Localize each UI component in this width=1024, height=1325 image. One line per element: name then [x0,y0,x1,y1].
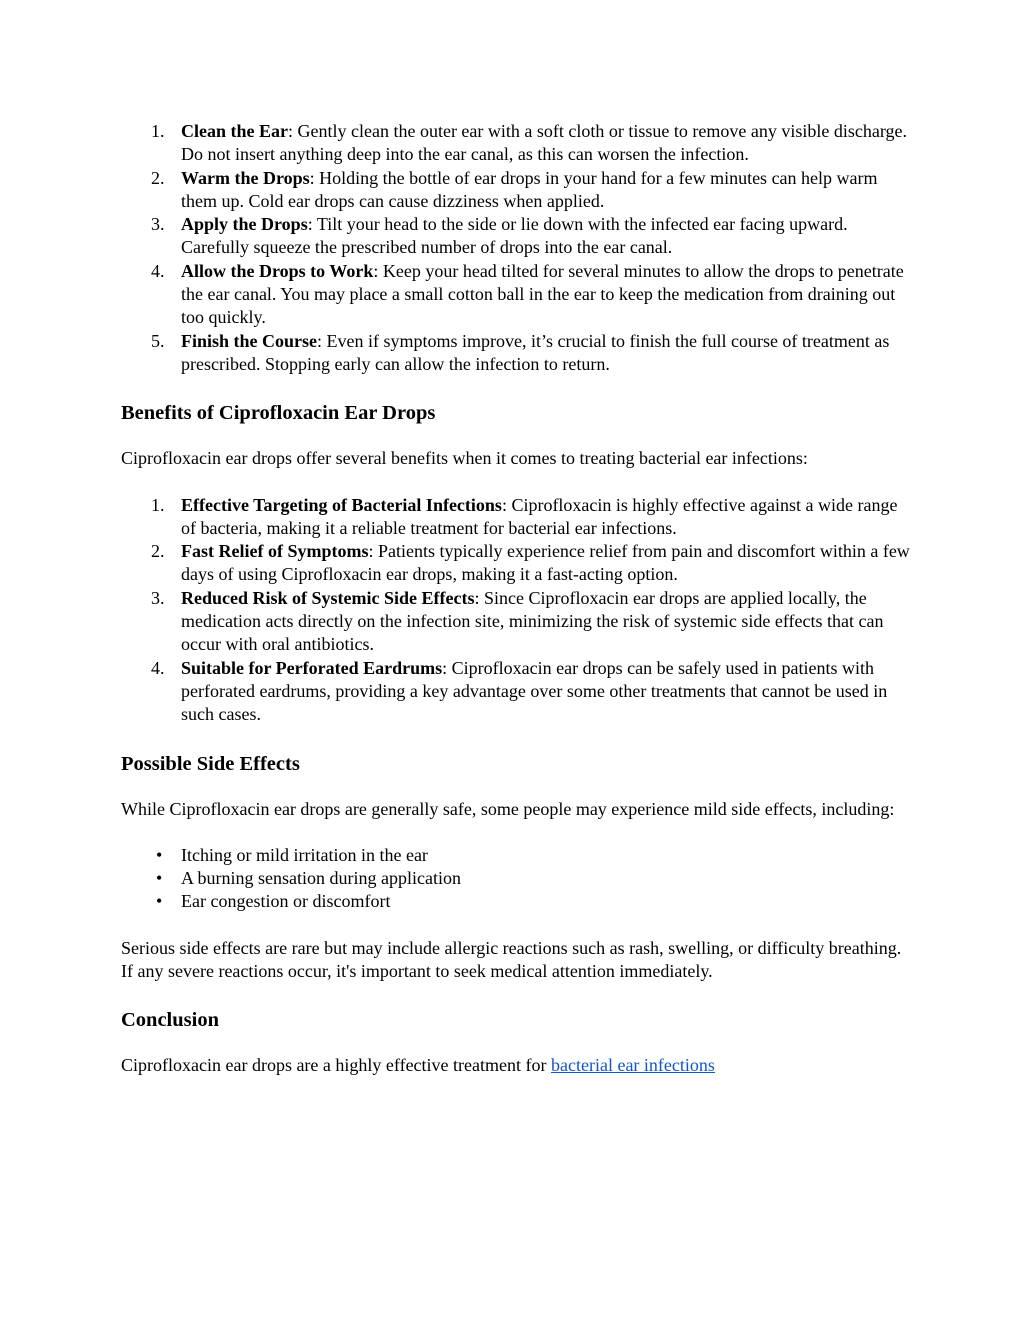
list-number: 4. [151,657,165,678]
list-item-text: A burning sensation during application [181,868,461,889]
list-item [121,120,911,167]
list-item-text: : Ciprofloxacin ear drops can be safely used in patients with perforated eardrums, providing a key advantage over some other treatments that cannot be used in such cases. [181,657,888,725]
list-item [121,657,911,727]
conclusion-text: Ciprofloxacin ear drops are a highly effective treatment for [121,1055,551,1076]
list-item [121,867,911,890]
list-item-text: : Holding the bottle of ear drops in your hand for a few minutes can help warm them up. Cold ear drops can cause dizziness when applied. [181,167,878,211]
side-effects-list [121,844,911,914]
list-item-title: Reduced Risk of Systemic Side Effects [181,587,475,608]
list-item-text: : Patients typically experience relief from pain and discomfort within a few days of using Ciprofloxacin ear drops, making it a fast-acting option. [181,541,910,585]
list-number: 2. [151,541,165,562]
list-item-text: Ear congestion or discomfort [181,891,391,912]
list-item [121,167,911,214]
side-effects-intro: While Ciprofloxacin ear drops are generally safe, some people may experience mild side effects, including: [121,798,895,819]
list-item-title: Suitable for Perforated Eardrums [181,657,443,678]
list-item-text: : Keep your head tilted for several minutes to allow the drops to penetrate the ear canal. You may place a small cotton ball in the ear to keep the medication from draining out too quickly. [181,260,904,328]
serious-side-effects-text: Serious side effects are rare but may include allergic reactions such as rash, swelling, or difficulty breathing. If any severe reactions occur, it's important to seek medical attention immediately. [121,937,902,982]
list-item [121,844,911,867]
list-number: 1. [151,494,165,515]
document-page [121,120,911,1078]
bullet-icon: • [156,868,163,889]
list-item-text: : Even if symptoms improve, it’s crucial to finish the full course of treatment as prescribed. Stopping early can allow the infection to return. [181,330,890,374]
list-item [121,494,911,541]
list-item [121,540,911,587]
benefits-heading: Benefits of Ciprofloxacin Ear Drops [121,402,436,425]
list-item [121,260,911,330]
list-item-title: Finish the Course [181,330,318,351]
list-item-title: Apply the Drops [181,214,308,235]
list-number: 5. [151,330,165,351]
conclusion-paragraph [121,1054,911,1077]
bacterial-ear-infections-link[interactable]: bacterial ear infections [551,1055,715,1076]
conclusion-heading: Conclusion [121,1009,219,1032]
list-item [121,587,911,657]
list-item-title: Clean the Ear [181,121,288,141]
list-item-text: : Ciprofloxacin is highly effective against a wide range of bacteria, making it a reliable treatment for bacterial ear infections. [181,494,898,538]
bullet-icon: • [156,844,163,865]
list-item-text: : Since Ciprofloxacin ear drops are applied locally, the medication acts directly on the infection site, minimizing the risk of systemic side effects that can occur with oral antibiotics. [181,587,884,655]
list-item-title: Warm the Drops [181,167,310,188]
list-number: 3. [151,587,165,608]
list-number: 1. [151,121,165,141]
list-number: 3. [151,214,165,235]
list-number: 2. [151,167,165,188]
list-item-text: : Tilt your head to the side or lie down with the infected ear facing upward. Carefully squeeze the prescribed number of drops into the ear canal. [181,214,848,258]
side-effects-heading: Possible Side Effects [121,752,300,775]
bullet-icon: • [156,891,163,912]
list-item-title: Fast Relief of Symptoms [181,541,369,562]
list-item-text: Itching or mild irritation in the ear [181,844,428,865]
list-number: 4. [151,260,165,281]
list-item-title: Effective Targeting of Bacterial Infections [181,494,502,515]
list-item-title: Allow the Drops to Work [181,260,374,281]
list-item [121,213,911,260]
list-item-text: : Gently clean the outer ear with a soft cloth or tissue to remove any visible discharge. Do not insert anything deep into the ear canal, as this can worsen the infection. [181,121,907,165]
benefits-intro: Ciprofloxacin ear drops offer several benefits when it comes to treating bacterial ear infections: [121,448,808,469]
application-steps-list [121,120,911,376]
benefits-list [121,494,911,727]
list-item [121,890,911,913]
list-item [121,330,911,377]
